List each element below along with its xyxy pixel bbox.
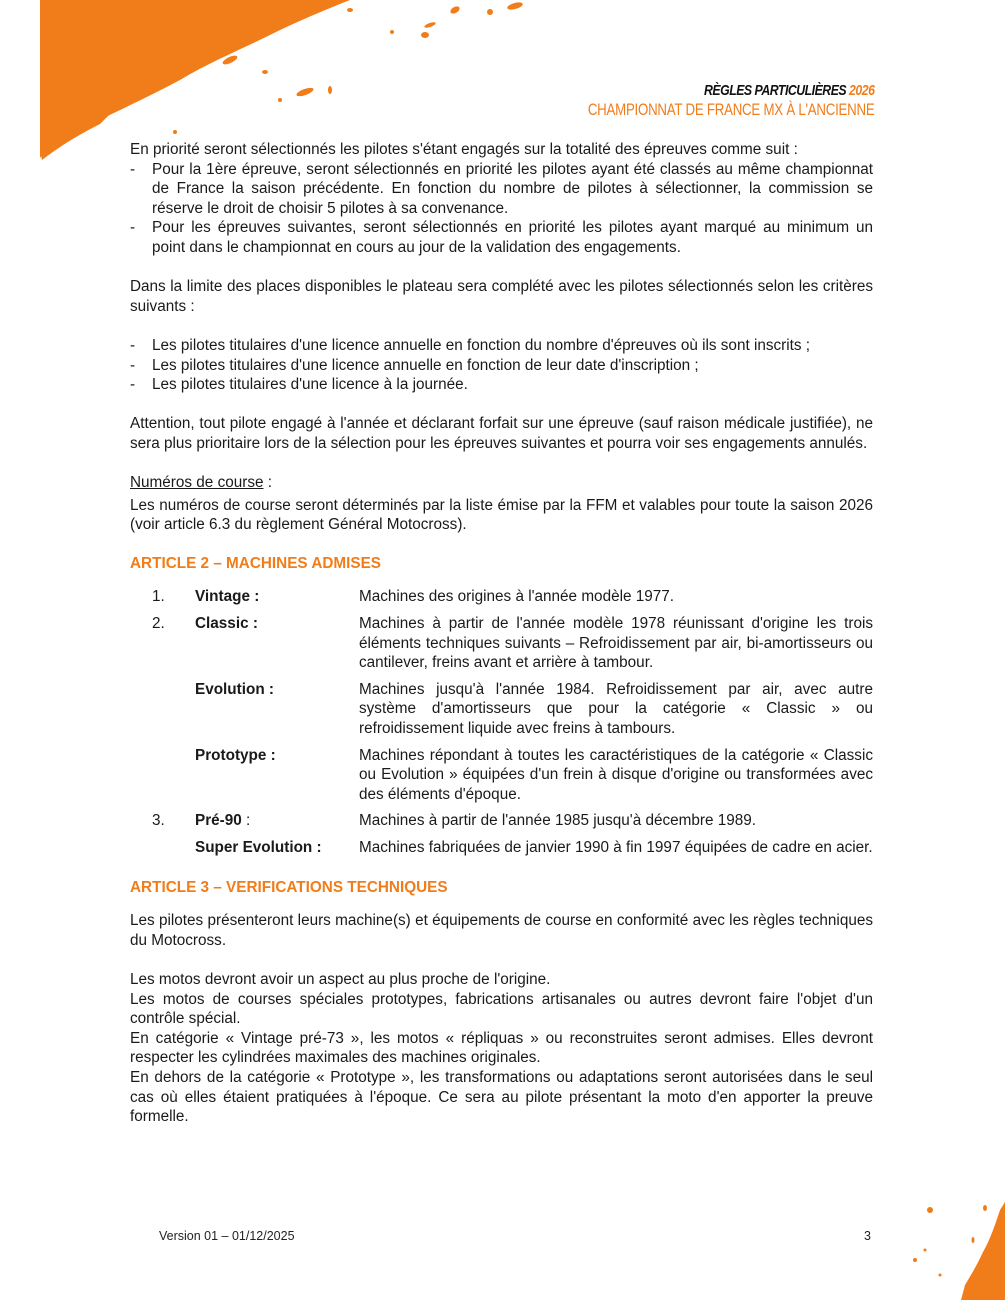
machine-row — [130, 811, 873, 831]
machine-category: Prototype : — [195, 746, 276, 764]
article-3-heading: ARTICLE 3 – VERIFICATIONS TECHNIQUES — [130, 878, 448, 896]
document-header — [507, 82, 874, 120]
machine-number — [130, 680, 195, 739]
bullet-text: Les pilotes titulaires d'une licence à la journée. — [152, 376, 468, 394]
machine-category: Super Evolution : — [195, 839, 322, 856]
article-3-paragraph-3: Les motos de courses spéciales prototypes, fabrications artisanales ou autres devront faire l'objet d'un contrôle spécial. — [130, 990, 873, 1028]
machine-row — [130, 587, 873, 607]
header-title — [573, 82, 874, 100]
machine-category — [195, 811, 359, 831]
document-body — [130, 140, 873, 1127]
numeros-heading — [130, 473, 873, 493]
machine-number — [130, 746, 195, 805]
bullet-dash: - — [130, 356, 136, 374]
numeros-colon: : — [263, 474, 272, 492]
machines-list — [130, 587, 873, 857]
intro-paragraph-2: Dans la limite des places disponibles le plateau sera complété avec les pilotes sélectionnés selon les critères suivants : — [130, 278, 873, 315]
machine-number: 2. — [152, 615, 165, 633]
machine-category: Vintage : — [195, 588, 260, 606]
intro-paragraph-3: Attention, tout pilote engagé à l'année et déclarant forfait sur une épreuve (sauf raison médicale justifiée), ne sera plus prioritaire lors de la sélection pour les épreuves suivantes et pourra voir ses engagements annulés. — [130, 415, 873, 452]
machine-description: Machines à partir de l'année modèle 1978 réunissant d'origine les trois éléments techniques suivants – Refroidissement par air, bi-amortisseurs ou cantilever, freins avant et arrière à tambour. — [359, 615, 873, 672]
header-subtitle: CHAMPIONNAT DE FRANCE MX À L'ANCIENNE — [587, 100, 874, 119]
header-year: 2026 — [848, 82, 874, 99]
article-3-paragraph-2: Les motos devront avoir un aspect au plus proche de l'origine. — [130, 970, 551, 988]
machine-row — [130, 746, 873, 805]
machine-number: 3. — [152, 812, 165, 830]
machine-category-suffix: : — [241, 812, 251, 830]
bullet-item — [130, 218, 873, 257]
bullet-item — [130, 356, 873, 376]
bullet-text: Les pilotes titulaires d'une licence annuelle en fonction de leur date d'inscription ; — [152, 356, 699, 374]
orange-splash-decoration-bottom-right — [885, 1190, 1005, 1300]
article-3-paragraph-4: En catégorie « Vintage pré-73 », les motos « répliquas » ou reconstruites seront admises. Elles devront respecter les cylindrées maximales des machines originales. — [130, 1029, 873, 1067]
bullet-text: Pour les épreuves suivantes, seront sélectionnés en priorité les pilotes ayant marqué au minimum un point dans le championnat en cours au jour de la validation des engagements. — [152, 219, 873, 256]
machine-row — [130, 680, 873, 739]
bullet-item — [130, 336, 873, 356]
numeros-paragraph: Les numéros de course seront déterminés par la liste émise par la FFM et valables pour toute la saison 2026 (voir article 6.3 du règlement Général Motocross). — [130, 496, 873, 534]
footer-version: Version 01 – 01/12/2025 — [159, 1229, 295, 1243]
machine-row — [130, 838, 873, 858]
bullet-item — [130, 375, 873, 395]
intro-paragraph-1: En priorité seront sélectionnés les pilotes s'étant engagés sur la totalité des épreuves comme suit : — [130, 141, 798, 158]
bullet-dash: - — [130, 160, 136, 178]
machine-category-text: Pré-90 — [195, 812, 242, 830]
article-2-heading: ARTICLE 2 – MACHINES ADMISES — [130, 554, 382, 572]
machine-description: Machines à partir de l'année 1985 jusqu'à décembre 1989. — [359, 812, 757, 830]
machine-row — [130, 614, 873, 673]
machine-description: Machines fabriquées de janvier 1990 à fin 1997 équipées de cadre en acier. — [359, 839, 873, 856]
page-number: 3 — [864, 1229, 871, 1243]
bullet-item — [130, 160, 873, 219]
bullet-dash: - — [130, 336, 136, 354]
machine-description: Machines jusqu'à l'année 1984. Refroidissement par air, avec autre système d'amortisseurs que pour la catégorie « Classic » ou refroidissement liquide avec freins à tambours. — [359, 680, 873, 738]
bullet-text: Les pilotes titulaires d'une licence annuelle en fonction du nombre d'épreuves où ils sont inscrits ; — [152, 336, 811, 354]
numeros-label: Numéros de course — [130, 474, 264, 492]
header-title-text: RÈGLES PARTICULIÈRES — [703, 82, 846, 99]
machine-number: 1. — [152, 588, 165, 606]
bullet-dash: - — [130, 376, 136, 394]
article-3-paragraph-1: Les pilotes présenteront leurs machine(s) et équipements de course en conformité avec les règles techniques du Motocross. — [130, 912, 873, 949]
bullet-text: Pour la 1ère épreuve, seront sélectionnés en priorité les pilotes ayant été classés au même championnat de France la saison précédente. En fonction du nombre de pilotes à sélectionner, la commission se réserve le droit de choisir 5 pilotes à sa convenance. — [152, 160, 873, 217]
machine-description: Machines répondant à toutes les caractéristiques de la catégorie « Classic ou Evolution » équipées d'un frein à disque d'origine ou transformées avec des éléments d'époque. — [359, 746, 873, 803]
machine-number — [130, 838, 195, 858]
machine-category: Evolution : — [195, 680, 275, 698]
machine-category: Classic : — [195, 615, 258, 633]
machine-description: Machines des origines à l'année modèle 1977. — [359, 588, 675, 606]
bullet-dash: - — [130, 219, 136, 237]
article-3-paragraph-5: En dehors de la catégorie « Prototype », les transformations ou adaptations seront autorisées dans le seul cas où elles étaient pratiquées à l'époque. Ce sera au pilote présentant la moto d'en apporter la preuve formelle. — [130, 1068, 873, 1126]
